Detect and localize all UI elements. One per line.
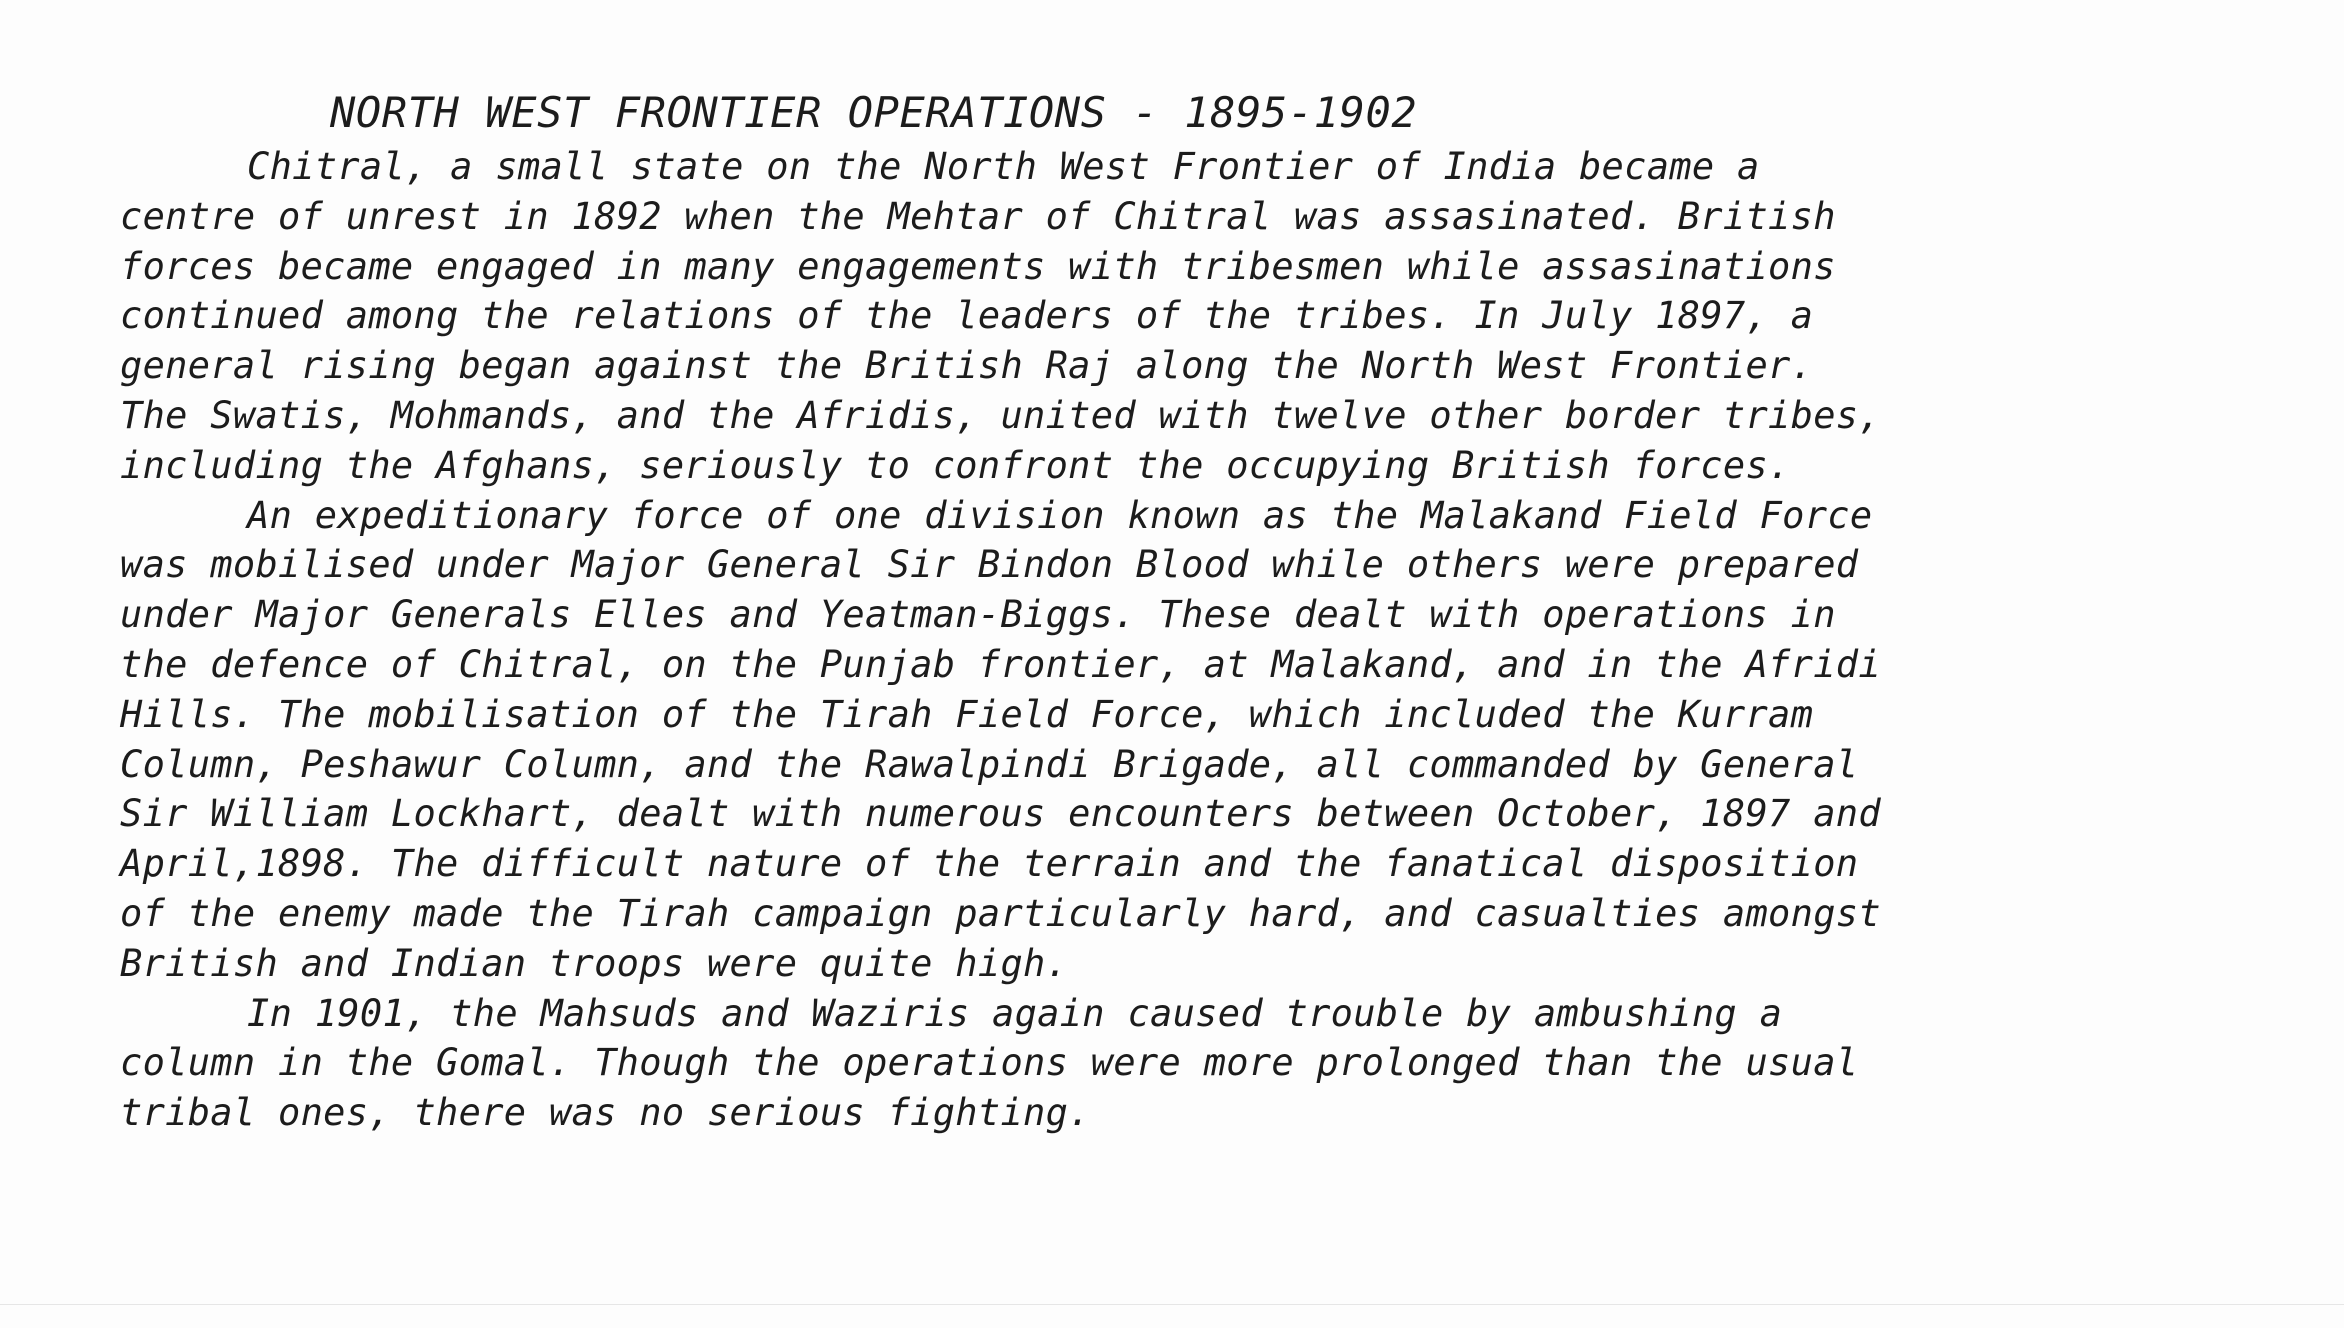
paragraph-3-line-1: In 1901, the Mahsuds and Waziris again caused trouble by ambushing a [247,991,1783,1035]
paragraph-2-line-5: Hills. The mobilisation of the Tirah Field Force, which included the Kurram [120,692,1814,736]
paragraph-2-line-7: Sir William Lockhart, dealt with numerous encounters between October, 1897 and [120,792,1881,836]
paper-edge-divider [0,1304,2344,1305]
paragraph-2-line-2: was mobilised under Major General Sir Bindon Blood while others were prepared [120,543,1859,587]
paragraph-1-line-2: centre of unrest in 1892 when the Mehtar of Chitral was assasinated. British [120,194,1836,238]
paragraph-1-line-3: forces became engaged in many engagements with tribesmen while assasinations [120,244,1836,288]
paragraph-3-line-3: tribal ones, there was no serious fighting. [120,1091,1091,1135]
paragraph-3-line-2: column in the Gomal. Though the operations were more prolonged than the usual [120,1041,1859,1085]
paragraph-1-line-4: continued among the relations of the leaders of the tribes. In July 1897, a [120,294,1814,338]
paragraph-1-line-5: general rising began against the British Raj along the North West Frontier. [120,344,1814,388]
paragraph-2-line-1: An expeditionary force of one division known as the Malakand Field Force [247,493,1873,537]
paragraph-1-line-1: Chitral, a small state on the North West Frontier of India became a [247,145,1760,188]
paragraph-1-line-6: The Swatis, Mohmands, and the Afridis, united with twelve other border tribes, [120,393,1881,437]
paragraph-1-line-7: including the Afghans, seriously to confront the occupying British forces. [120,443,1791,487]
paragraph-2-line-8: April,1898. The difficult nature of the terrain and the fanatical disposition [120,842,1859,886]
paragraph-2-line-10: British and Indian troops were quite high. [120,941,1069,985]
paragraph-2-line-3: under Major Generals Elles and Yeatman-Biggs. These dealt with operations in [120,593,1836,637]
paragraph-2-line-9: of the enemy made the Tirah campaign particularly hard, and casualties amongst [120,891,1881,935]
document-body [120,142,1881,1138]
paragraph-2-line-4: the defence of Chitral, on the Punjab frontier, at Malakand, and in the Afridi [120,642,1881,686]
paragraph-2-line-6: Column, Peshawur Column, and the Rawalpindi Brigade, all commanded by General [120,742,1859,786]
document-title: NORTH WEST FRONTIER OPERATIONS - 1895-1902 [330,88,1418,137]
